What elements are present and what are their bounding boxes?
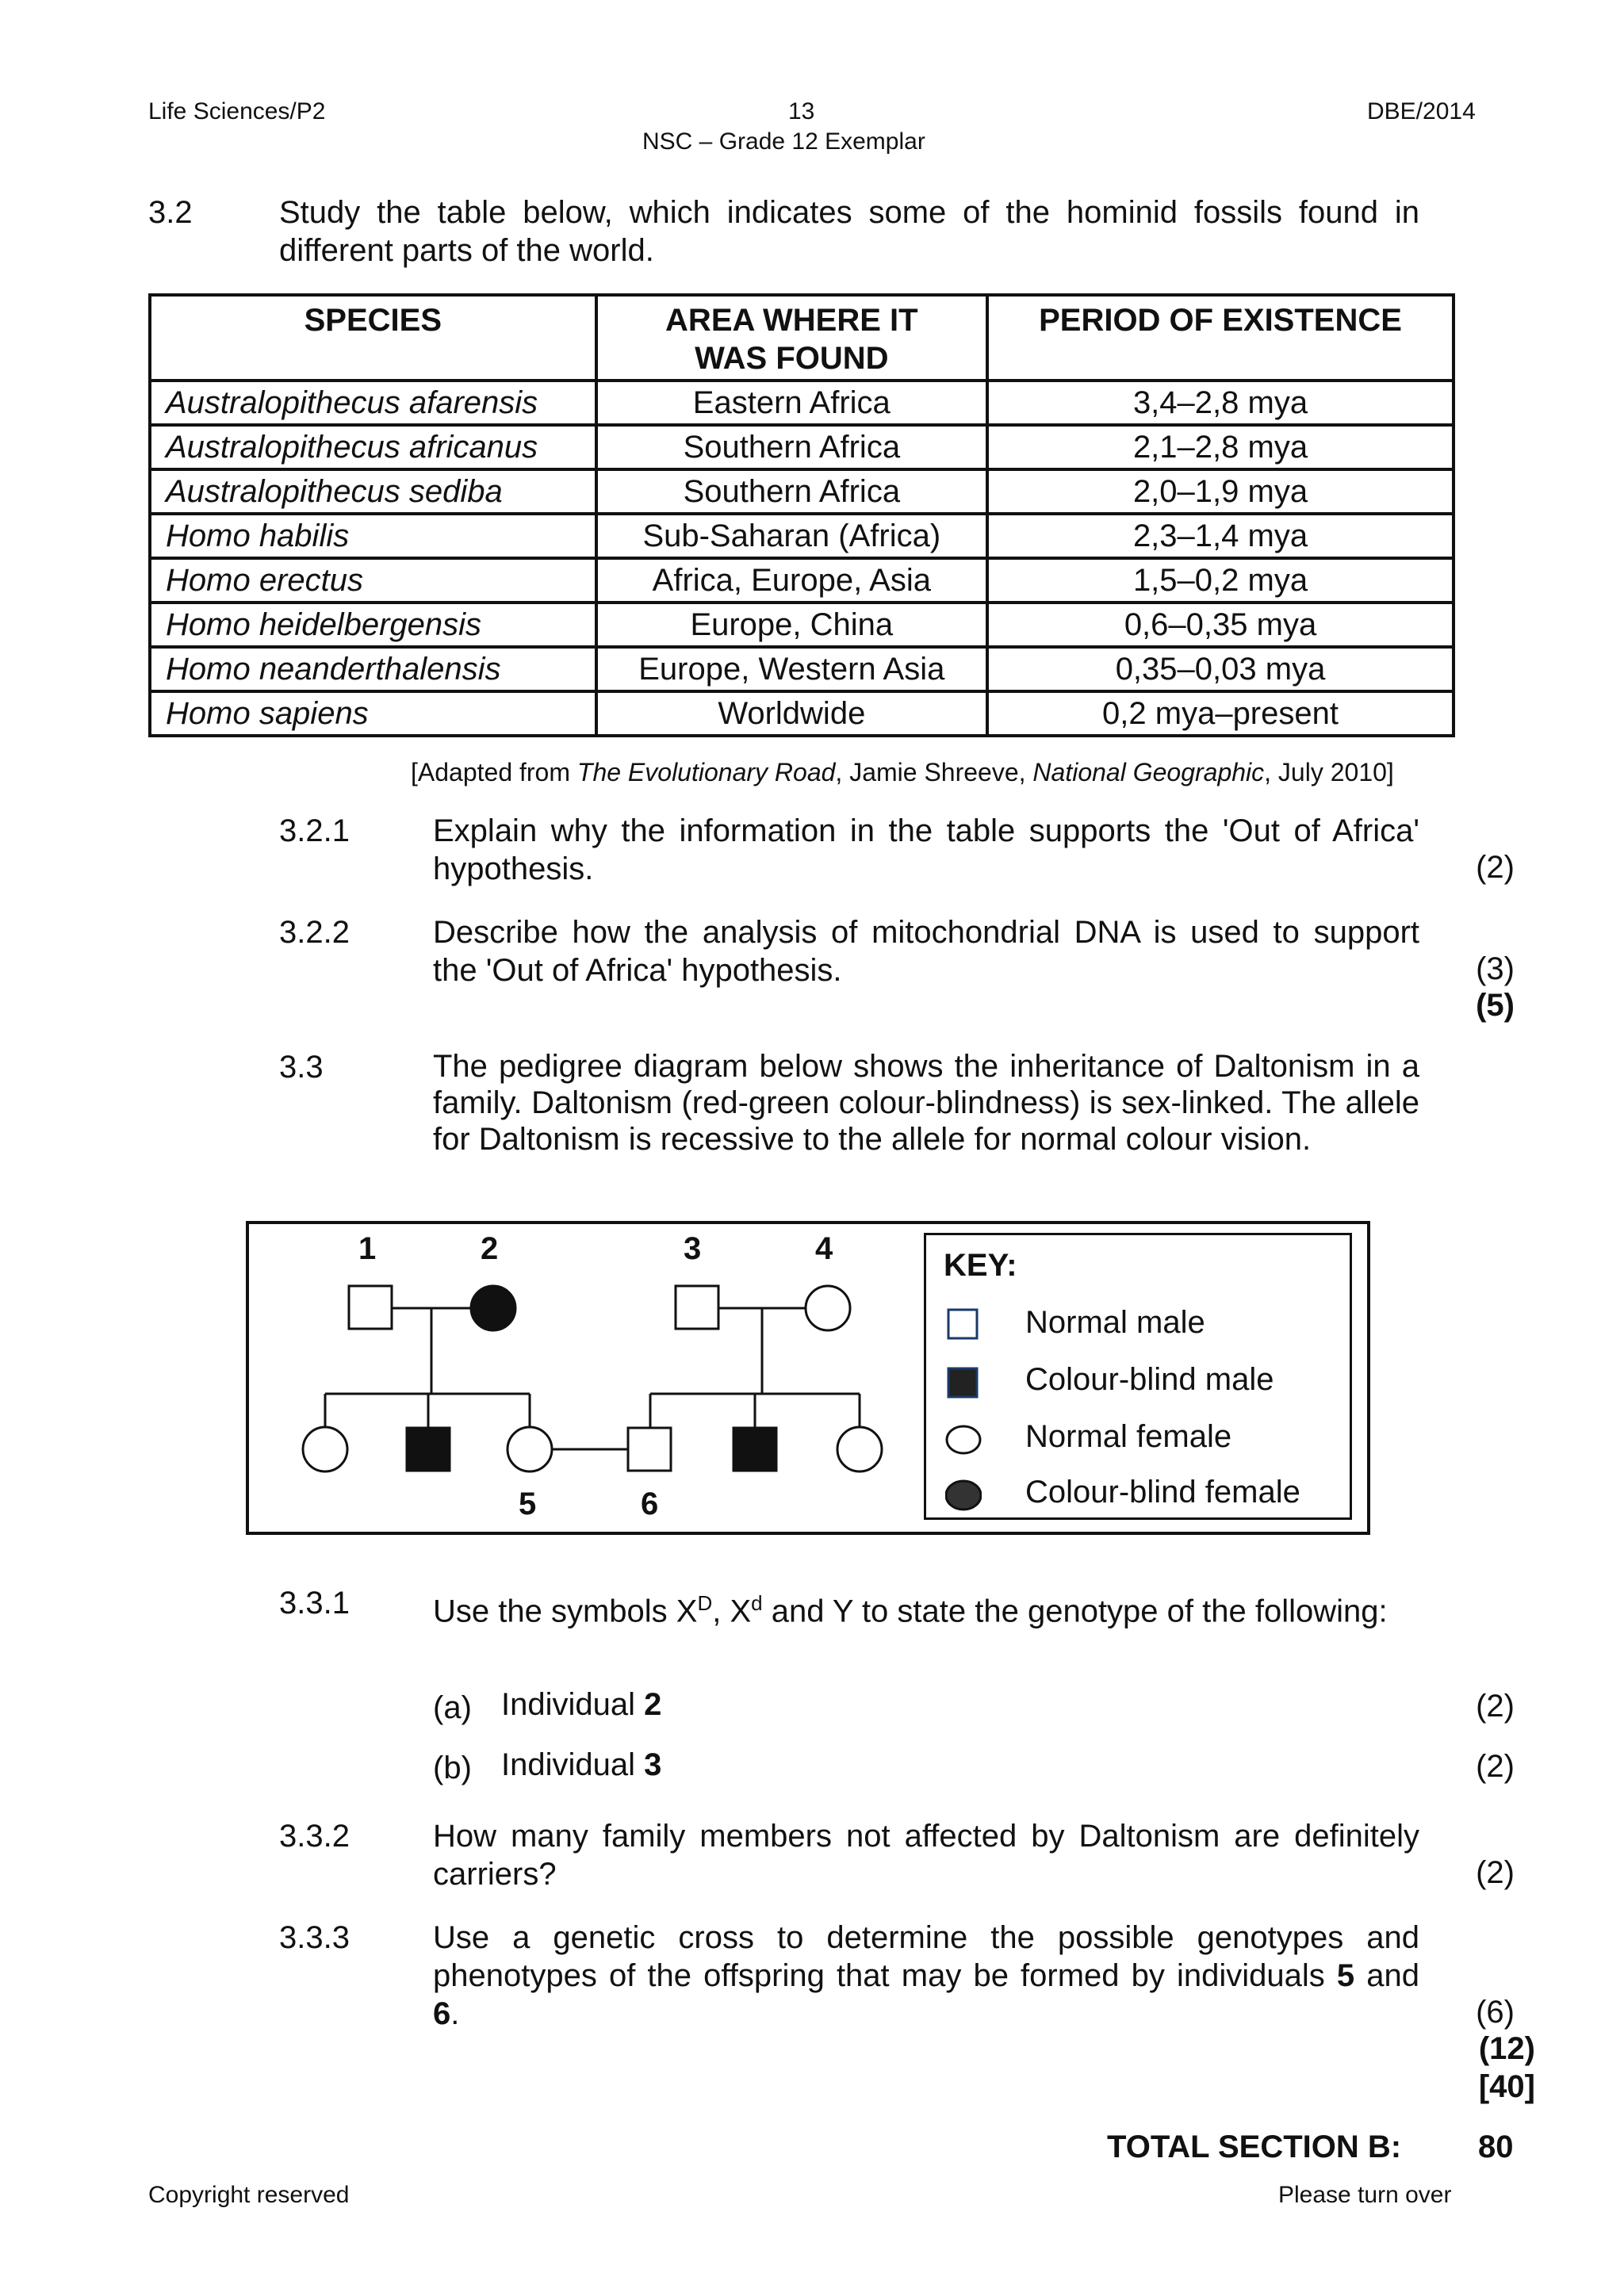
period-cell: 0,2 mya–present <box>987 691 1454 736</box>
marks: (6) <box>1476 1995 1515 2030</box>
subtotal-marks: (5) <box>1476 988 1515 1023</box>
normal-female-symbol <box>303 1427 347 1471</box>
page-number: 13 <box>788 98 815 124</box>
question-number: 3.2 <box>148 195 193 230</box>
source-prefix: [Adapted from <box>411 758 577 786</box>
source-book: The Evolutionary Road <box>576 758 836 786</box>
text-part: Use a genetic cross to determine the possible genotypes and phenotypes of the offspring that may be formed by individuals <box>433 1920 1419 1993</box>
column-header-text: AREA WHERE IT WAS FOUND <box>665 303 918 376</box>
normal-female-key-icon <box>947 1426 980 1453</box>
hominid-fossils-table <box>148 293 1455 737</box>
table-source <box>411 758 1394 787</box>
colour-blind-male-symbol <box>407 1428 450 1471</box>
area-cell: Southern Africa <box>596 425 987 469</box>
individual-label: 4 <box>815 1231 833 1266</box>
colour-blind-female-key-icon <box>946 1481 981 1510</box>
period-cell: 2,3–1,4 mya <box>987 514 1454 558</box>
area-cell: Southern Africa <box>596 469 987 514</box>
text-part: . <box>450 1996 460 2031</box>
period-cell: 2,1–2,8 mya <box>987 425 1454 469</box>
colour-blind-male-symbol <box>733 1428 776 1471</box>
area-cell: Europe, China <box>596 603 987 647</box>
table-header-row <box>150 295 1454 381</box>
colour-blind-female-symbol <box>471 1286 515 1330</box>
table-row <box>150 425 1454 469</box>
normal-female-symbol <box>837 1427 882 1471</box>
normal-male-symbol <box>676 1286 718 1329</box>
question-number: 3.2.2 <box>279 915 350 950</box>
area-cell: Worldwide <box>596 691 987 736</box>
individual-label: 1 <box>358 1231 377 1266</box>
question-text <box>433 1919 1419 2033</box>
column-header: PERIOD OF EXISTENCE <box>987 295 1454 381</box>
normal-female-symbol <box>806 1286 850 1330</box>
footer-copyright: Copyright reserved <box>148 2182 350 2208</box>
period-cell: 0,6–0,35 mya <box>987 603 1454 647</box>
normal-male-symbol <box>349 1286 392 1329</box>
table-row <box>150 558 1454 603</box>
question-text: The pedigree diagram below shows the inheritance of Daltonism in a family. Daltonism (red-green colour-blindness) is sex-linked. The allele for Daltonism is recessive to the allele for normal colour vision. <box>433 1049 1419 1157</box>
question-text: Explain why the information in the table supports the 'Out of Africa' hypothesis. <box>433 813 1419 886</box>
key-item-label: Colour-blind male <box>1025 1362 1274 1397</box>
period-cell: 3,4–2,8 mya <box>987 381 1454 425</box>
species-cell: Homo sapiens <box>150 691 596 736</box>
source-suffix: , July 2010] <box>1264 758 1394 786</box>
species-cell: Australopithecus sediba <box>150 469 596 514</box>
area-cell: Sub-Saharan (Africa) <box>596 514 987 558</box>
period-cell: 0,35–0,03 mya <box>987 647 1454 691</box>
total-section-label: TOTAL SECTION B: <box>1107 2130 1402 2164</box>
text-part: and Y to state the genotype of the following: <box>762 1594 1388 1629</box>
subquestion-label: (a) <box>433 1690 472 1725</box>
question-number: 3.2.1 <box>279 813 350 848</box>
marks: (3) <box>1476 951 1515 986</box>
superscript: d <box>751 1591 763 1615</box>
table-row <box>150 469 1454 514</box>
source-publication: National Geographic <box>1032 758 1265 786</box>
table-row <box>150 647 1454 691</box>
subtotal-marks: (12) <box>1478 2031 1535 2066</box>
individual-label: 6 <box>641 1487 659 1521</box>
question-total-marks: [40] <box>1478 2069 1535 2104</box>
key-symbols <box>945 1307 982 1513</box>
subquestion-text <box>501 1686 661 1724</box>
species-cell: Homo erectus <box>150 558 596 603</box>
text-part: , X <box>712 1594 752 1629</box>
species-cell: Homo habilis <box>150 514 596 558</box>
marks: (2) <box>1476 1689 1515 1724</box>
individual-label: 5 <box>519 1487 537 1521</box>
key-item-label: Colour-blind female <box>1025 1475 1300 1510</box>
question-number: 3.3.2 <box>279 1819 350 1854</box>
colour-blind-male-key-icon <box>948 1368 977 1397</box>
individual-label: 2 <box>481 1231 499 1266</box>
header-subtitle: NSC – Grade 12 Exemplar <box>642 128 925 155</box>
text-part: Individual <box>501 1687 645 1722</box>
species-cell: Homo neanderthalensis <box>150 647 596 691</box>
period-cell: 1,5–0,2 mya <box>987 558 1454 603</box>
individual-number: 3 <box>644 1747 662 1782</box>
normal-female-symbol <box>508 1427 552 1471</box>
key-title: KEY: <box>944 1248 1017 1283</box>
key-item-label: Normal female <box>1025 1419 1232 1454</box>
question-text: Study the table below, which indicates some of the hominid fossils found in different parts of the world. <box>279 195 1419 268</box>
table-row <box>150 691 1454 736</box>
text-part: and <box>1354 1958 1420 1993</box>
normal-male-symbol <box>628 1428 671 1471</box>
species-cell: Australopithecus afarensis <box>150 381 596 425</box>
question-number: 3.3 <box>279 1050 324 1085</box>
text-part: Use the symbols X <box>433 1594 698 1629</box>
marks: (2) <box>1476 1855 1515 1890</box>
column-header: SPECIES <box>150 295 596 381</box>
table-row <box>150 514 1454 558</box>
normal-male-key-icon <box>948 1310 977 1338</box>
subquestion-text <box>501 1746 661 1784</box>
question-text: Describe how the analysis of mitochondrial DNA is used to support the 'Out of Africa' hypothesis. <box>433 915 1419 988</box>
table-row <box>150 381 1454 425</box>
marks: (2) <box>1476 850 1515 885</box>
footer-turn-over: Please turn over <box>1278 2182 1452 2208</box>
individual-label: 3 <box>684 1231 702 1266</box>
individual-number: 6 <box>433 1996 451 2031</box>
header-code: DBE/2014 <box>1367 98 1476 124</box>
individual-number: 5 <box>1336 1958 1355 1993</box>
area-cell: Eastern Africa <box>596 381 987 425</box>
source-author: , Jamie Shreeve, <box>835 758 1033 786</box>
question-text <box>433 1584 1419 1630</box>
table-row <box>150 603 1454 647</box>
species-cell: Australopithecus africanus <box>150 425 596 469</box>
question-number: 3.3.3 <box>279 1920 350 1955</box>
area-cell: Europe, Western Asia <box>596 647 987 691</box>
key-item-label: Normal male <box>1025 1305 1205 1340</box>
area-cell: Africa, Europe, Asia <box>596 558 987 603</box>
text-part: Individual <box>501 1747 645 1782</box>
column-header <box>596 295 987 381</box>
question-text: How many family members not affected by Daltonism are definitely carriers? <box>433 1819 1419 1892</box>
pedigree-key <box>924 1233 1352 1520</box>
question-number: 3.3.1 <box>279 1586 350 1621</box>
subquestion-label: (b) <box>433 1751 472 1785</box>
total-section-value: 80 <box>1478 2130 1514 2164</box>
species-cell: Homo heidelbergensis <box>150 603 596 647</box>
header-subject: Life Sciences/P2 <box>148 98 326 124</box>
superscript: D <box>697 1591 713 1615</box>
period-cell: 2,0–1,9 mya <box>987 469 1454 514</box>
marks: (2) <box>1476 1749 1515 1784</box>
individual-number: 2 <box>644 1687 662 1722</box>
